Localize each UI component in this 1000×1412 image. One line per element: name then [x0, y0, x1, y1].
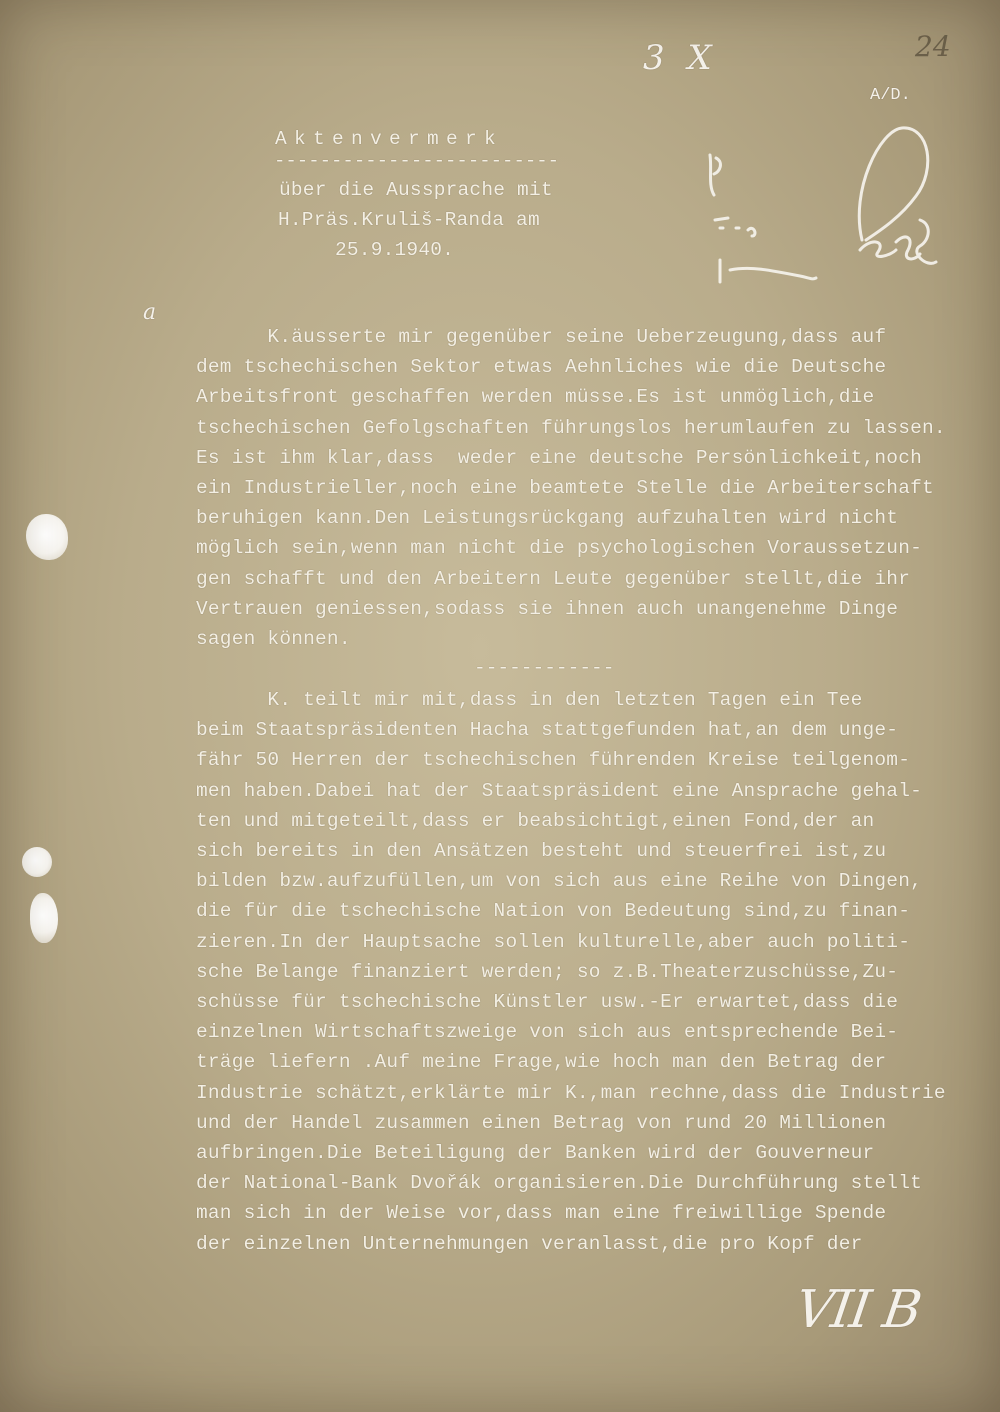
- punch-hole: [26, 514, 68, 560]
- punch-hole: [22, 847, 52, 877]
- handwritten-signature: [690, 100, 970, 310]
- subtitle-line: H.Präs.Kruliš-Randa am: [278, 209, 540, 231]
- body-paragraph-2: K. teilt mir mit,dass in den letzten Tagen ein Tee beim Staatspräsidenten Hacha stattgefunden hat,an dem unge- fähr 50 Herren der tschechischen führenden Kreise teilgenom- men haben.Dabei hat der Staatspräsident eine Ansprache gehal- ten und mitgeteilt,dass er beabsichtigt,einen Fond,der an sich bereits in den Ansätzen besteht und steuerfrei ist,zu bilden bzw.aufzufüllen,um von sich aus eine Reihe von Dingen, die für die tschechische Nation von Bedeutung sind,zu finan- zieren.In der Hauptsache sollen kulturelle,aber auch politi- sche Belange finanziert werden; so z.B.Theaterzuschüsse,Zu- schüsse für tschechische Künstler usw.-Er erwartet,dass die einzelnen Wirtschaftszweige von sich aus entsprechende Bei- träge liefern .Auf meine Frage,wie hoch man den Betrag der Industrie schätzt,erklärte mir K.,man rechne,dass die Industrie und der Handel zusammen einen Betrag von rund 20 Millionen aufbringen.Die Beteiligung der Banken wird der Gouverneur der National-Bank Dvořák organisieren.Die Durchführung stellt man sich in der Weise vor,dass man eine freiwillige Spende der einzelnen Unternehmungen veranlasst,die pro Kopf der: [196, 689, 946, 1255]
- registry-mark: A/D.: [870, 86, 911, 105]
- subtitle-line: über die Aussprache mit: [279, 179, 553, 201]
- paragraph-separator: ------------: [474, 657, 615, 679]
- bottom-initials: VII B: [791, 1280, 924, 1340]
- page-number: 24: [915, 30, 951, 63]
- title-underline: -------------------------: [274, 150, 560, 172]
- document-title: Aktenvermerk: [275, 128, 504, 150]
- subtitle-date: 25.9.1940.: [335, 239, 455, 261]
- punch-hole: [30, 893, 58, 943]
- handwritten-mark: 3 X: [643, 38, 718, 78]
- body-paragraph-1: K.äusserte mir gegenüber seine Ueberzeugung,dass auf dem tschechischen Sektor etwas Aehnliches wie die Deutsche Arbeitsfront geschaffen werden müsse.Es ist unmöglich,die tschechischen Gefolgschaften führungslos herumlaufen zu lassen. Es ist ihm klar,dass weder eine deutsche Persönlichkeit,noch ein Industrieller,noch eine beamtete Stelle die Arbeiterschaft beruhigen kann.Den Leistungsrückgang aufzuhalten wird nicht möglich sein,wenn man nicht die psychologischen Voraussetzun- gen schafft und den Arbeitern Leute gegenüber stellt,die ihr Vertrauen geniessen,sodass sie ihnen auch unangenehme Dinge sagen können.: [196, 326, 946, 651]
- margin-mark: a: [143, 300, 157, 325]
